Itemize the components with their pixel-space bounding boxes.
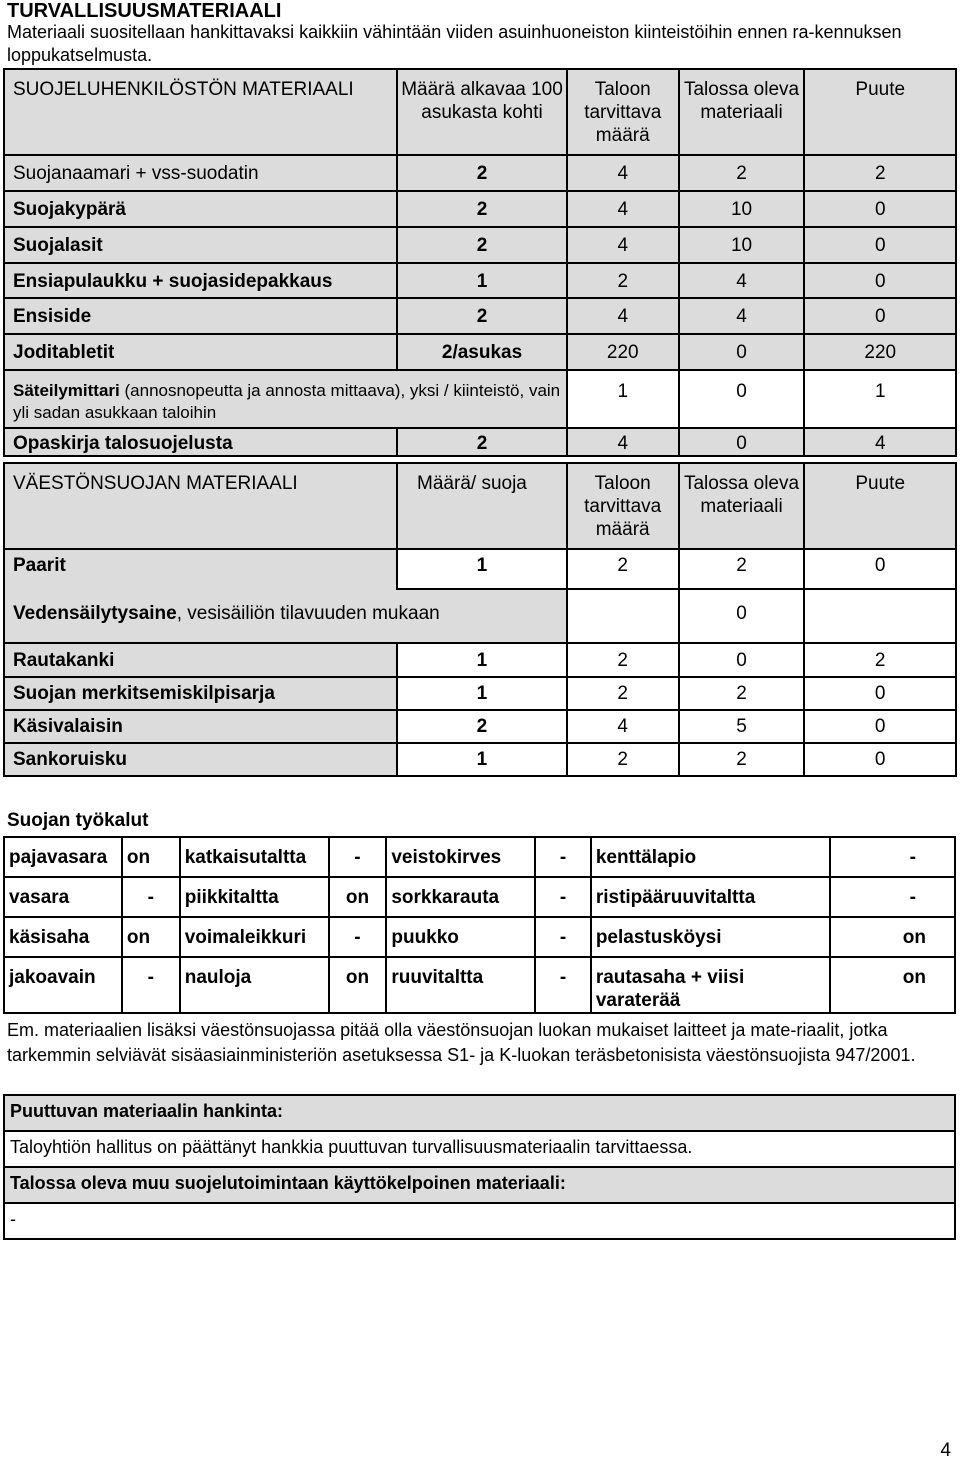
protection-material-table xyxy=(3,68,957,457)
table-row xyxy=(4,677,956,710)
protection-header-row xyxy=(4,69,956,155)
tool-name: puukko xyxy=(386,917,535,957)
row-needed: 2 xyxy=(567,263,679,298)
row-needed: 1 xyxy=(567,370,679,428)
row-existing: 4 xyxy=(679,298,805,334)
tool-name: nauloja xyxy=(180,957,329,1013)
tool-name: voimaleikkuri xyxy=(180,917,329,957)
tool-status: - xyxy=(535,917,591,957)
row-item: Suojanaamari + vss-suodatin xyxy=(4,155,397,191)
row-existing: 2 xyxy=(679,155,805,191)
procurement-title: Puuttuvan materiaalin hankinta: xyxy=(4,1095,955,1131)
table-row xyxy=(4,643,956,677)
tool-name: rautasaha + viisi varaterää xyxy=(591,957,831,1013)
header-needed: Taloon tarvittava määrä xyxy=(567,463,679,549)
procurement-text: Taloyhtiön hallitus on päättänyt hankkia puuttuvan turvallisuusmateriaalin tarvittaessa. xyxy=(4,1131,955,1167)
row-needed: 4 xyxy=(567,710,679,743)
procurement-text-row xyxy=(4,1131,955,1167)
row-item: Käsivalaisin xyxy=(4,710,397,743)
tool-name: sorkkarauta xyxy=(386,877,535,917)
row-qty: 1 xyxy=(397,263,567,298)
row-needed: 2 xyxy=(567,677,679,710)
row-existing: 4 xyxy=(679,263,805,298)
tool-status: - xyxy=(122,957,180,1013)
tool-name: ristipääruuvitaltta xyxy=(591,877,831,917)
row-item xyxy=(4,370,567,428)
row-qty: 2 xyxy=(397,155,567,191)
tool-status: on xyxy=(329,877,387,917)
row-missing: 2 xyxy=(804,155,956,191)
row-existing: 10 xyxy=(679,227,805,263)
table-row xyxy=(4,334,956,370)
table-row xyxy=(4,191,956,227)
header-existing: Talossa oleva materiaali xyxy=(679,463,805,549)
row-item: Suojalasit xyxy=(4,227,397,263)
row-missing: 2 xyxy=(804,643,956,677)
row-item: Ensiapulaukku + suojasidepakkaus xyxy=(4,263,397,298)
row-qty: 1 xyxy=(397,643,567,677)
row-item: Opaskirja talosuojelusta xyxy=(4,428,397,456)
table-row xyxy=(4,549,956,589)
row-existing: 0 xyxy=(679,589,805,643)
header-qty: Määrä alkavaa 100 asukasta kohti xyxy=(397,69,567,155)
row-needed: 2 xyxy=(567,549,679,589)
shelter-header-row xyxy=(4,463,956,549)
table-row xyxy=(4,837,955,877)
row-missing: 0 xyxy=(804,227,956,263)
row-needed: 4 xyxy=(567,155,679,191)
row-needed: 4 xyxy=(567,227,679,263)
tool-name: kenttälapio xyxy=(591,837,831,877)
row-existing: 10 xyxy=(679,191,805,227)
other-material-text: - xyxy=(4,1203,955,1239)
tool-status: - xyxy=(535,957,591,1013)
header-missing: Puute xyxy=(804,463,956,549)
row-missing: 0 xyxy=(804,677,956,710)
procurement-table xyxy=(3,1094,956,1240)
row-qty: 2/asukas xyxy=(397,334,567,370)
row-missing: 0 xyxy=(804,263,956,298)
table-row xyxy=(4,710,956,743)
tools-table xyxy=(3,836,956,1014)
row-item: Ensiside xyxy=(4,298,397,334)
row-needed: 4 xyxy=(567,298,679,334)
row-missing: 1 xyxy=(804,370,956,428)
tool-status: - xyxy=(830,837,955,877)
table-row xyxy=(4,428,956,456)
tool-name: ruuvitaltta xyxy=(386,957,535,1013)
row-needed-empty xyxy=(567,589,679,643)
row-qty: 2 xyxy=(397,710,567,743)
row-item: Sankoruisku xyxy=(4,743,397,776)
row-item: Suojakypärä xyxy=(4,191,397,227)
table-row xyxy=(4,298,956,334)
tool-name: pajavasara xyxy=(4,837,122,877)
row-item-bold: Vedensäilytysaine xyxy=(13,603,177,624)
tool-status: - xyxy=(122,877,180,917)
row-existing: 2 xyxy=(679,549,805,589)
row-qty: 2 xyxy=(397,428,567,456)
row-item: Paarit xyxy=(4,549,397,589)
tool-status: on xyxy=(830,917,955,957)
row-needed: 2 xyxy=(567,743,679,776)
row-qty: 2 xyxy=(397,191,567,227)
tool-status: - xyxy=(830,877,955,917)
other-material-title-row xyxy=(4,1167,955,1203)
tool-name: vasara xyxy=(4,877,122,917)
tool-name: jakoavain xyxy=(4,957,122,1013)
row-missing: 220 xyxy=(804,334,956,370)
row-existing: 0 xyxy=(679,428,805,456)
tool-status: - xyxy=(329,837,387,877)
row-item: Suojan merkitsemiskilpisarja xyxy=(4,677,397,710)
table-row xyxy=(4,743,956,776)
table-row-water xyxy=(4,589,956,643)
row-needed: 220 xyxy=(567,334,679,370)
page-title: TURVALLISUUSMATERIAALI xyxy=(7,0,282,22)
tool-status: on xyxy=(122,917,180,957)
row-qty: 2 xyxy=(397,227,567,263)
row-qty: 1 xyxy=(397,677,567,710)
header-missing: Puute xyxy=(804,69,956,155)
table-row xyxy=(4,917,955,957)
row-existing: 2 xyxy=(679,677,805,710)
tool-name: piikkitaltta xyxy=(180,877,329,917)
procurement-title-row xyxy=(4,1095,955,1131)
row-existing: 2 xyxy=(679,743,805,776)
footnote-text: Em. materiaalien lisäksi väestönsuojassa pitää olla väestönsuojan luokan mukaiset laitteet ja mate-riaalit, jotka tarkemmin selviävät sisäasiainministeriön asetuksessa S1- ja K-luokan teräsbetonisista väestönsuojista 947/2001. xyxy=(7,1020,916,1065)
tool-name: veistokirves xyxy=(386,837,535,877)
tool-name: katkaisutaltta xyxy=(180,837,329,877)
tool-name: käsisaha xyxy=(4,917,122,957)
row-item-rest: , vesisäiliön tilavuuden mukaan xyxy=(176,603,440,624)
tool-status: - xyxy=(535,877,591,917)
tool-status: on xyxy=(830,957,955,1013)
row-needed: 2 xyxy=(567,643,679,677)
header-item: SUOJELUHENKILÖSTÖN MATERIAALI xyxy=(4,69,397,155)
tool-status: - xyxy=(329,917,387,957)
row-needed: 4 xyxy=(567,428,679,456)
other-material-text-row xyxy=(4,1203,955,1239)
shelter-material-table xyxy=(3,462,957,777)
table-row xyxy=(4,877,955,917)
row-needed: 4 xyxy=(567,191,679,227)
row-missing-empty xyxy=(804,589,956,643)
intro-text: Materiaali suositellaan hankittavaksi kaikkiin vähintään viiden asuinhuoneiston kiinteistöihin ennen ra-kennuksen loppukatselmusta. xyxy=(7,22,902,65)
table-row xyxy=(4,227,956,263)
tools-title: Suojan työkalut xyxy=(7,810,149,831)
row-missing: 0 xyxy=(804,191,956,227)
row-missing: 4 xyxy=(804,428,956,456)
row-existing: 5 xyxy=(679,710,805,743)
row-existing: 0 xyxy=(679,370,805,428)
other-material-title: Talossa oleva muu suojelutoimintaan käyttökelpoinen materiaali: xyxy=(4,1167,955,1203)
tool-name: pelastusköysi xyxy=(591,917,831,957)
table-row-radiation-meter xyxy=(4,370,956,428)
table-row xyxy=(4,263,956,298)
table-row xyxy=(4,155,956,191)
row-missing: 0 xyxy=(804,298,956,334)
header-needed: Taloon tarvittava määrä xyxy=(567,69,679,155)
header-existing: Talossa oleva materiaali xyxy=(679,69,805,155)
header-qty: Määrä/ suoja xyxy=(397,463,567,549)
row-item: Rautakanki xyxy=(4,643,397,677)
row-existing: 0 xyxy=(679,334,805,370)
row-item-bold: Säteilymittari xyxy=(13,381,120,400)
row-item xyxy=(4,589,567,643)
tool-status: - xyxy=(535,837,591,877)
row-qty: 2 xyxy=(397,298,567,334)
row-item: Joditabletit xyxy=(4,334,397,370)
row-missing: 0 xyxy=(804,549,956,589)
page-number: 4 xyxy=(940,1440,951,1461)
row-existing: 0 xyxy=(679,643,805,677)
table-row xyxy=(4,957,955,1013)
tool-status: on xyxy=(122,837,180,877)
row-item-rest: (annosnopeutta ja annosta mittaava), yksi / kiinteistö, vain yli sadan asukkaan taloihin xyxy=(13,381,561,422)
tool-status: on xyxy=(329,957,387,1013)
row-missing: 0 xyxy=(804,743,956,776)
header-item: VÄESTÖNSUOJAN MATERIAALI xyxy=(4,463,397,549)
row-qty: 1 xyxy=(397,743,567,776)
row-qty: 1 xyxy=(397,549,567,589)
row-missing: 0 xyxy=(804,710,956,743)
